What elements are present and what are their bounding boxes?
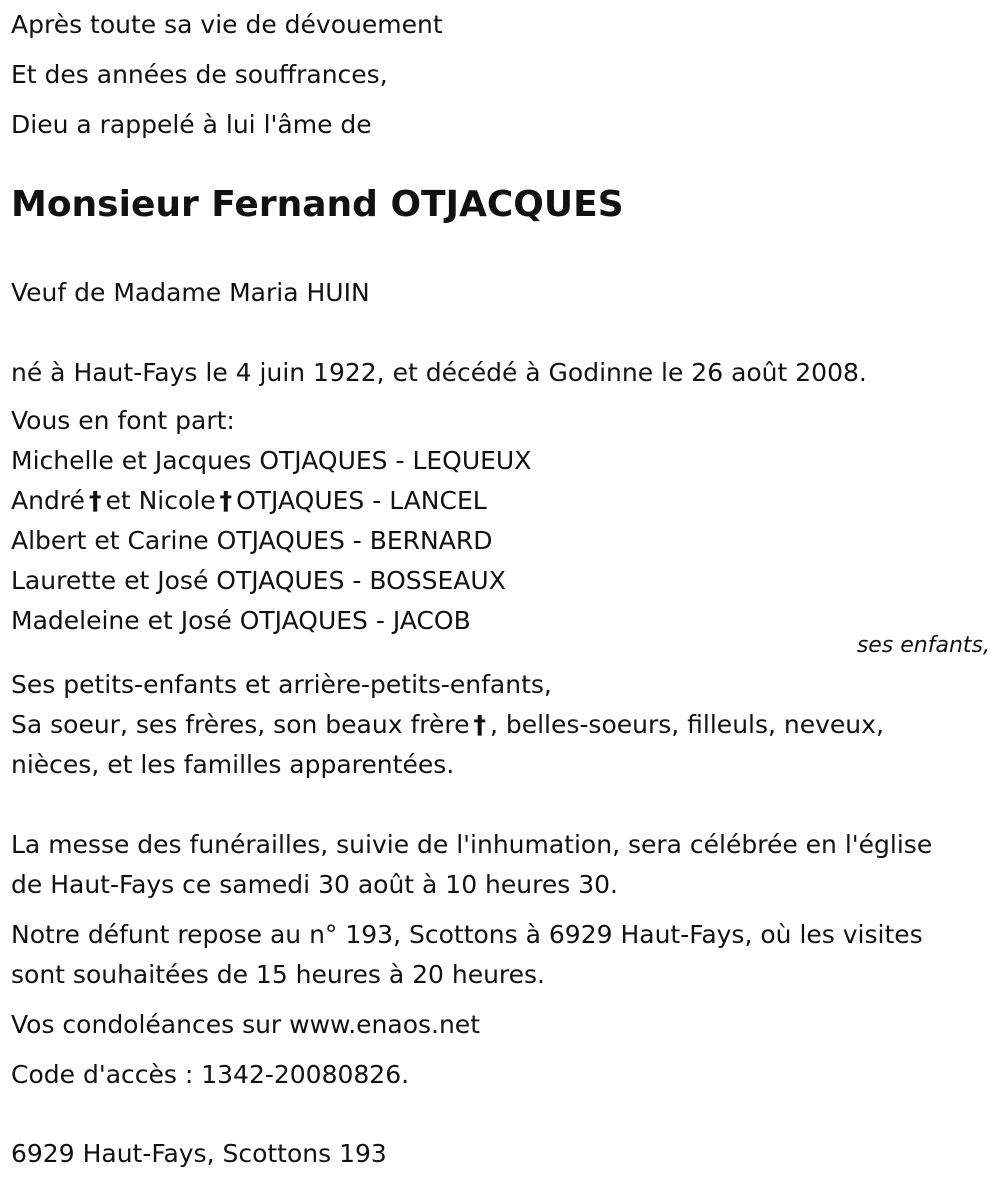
birth-death-line: né à Haut-Fays le 4 juin 1922, et décédé à Godinne le 26 août 2008. xyxy=(11,358,867,387)
grandchildren-line: Ses petits-enfants et arrière-petits-enfants, xyxy=(11,670,552,699)
family-member-andre: André xyxy=(11,486,85,515)
siblings-text-b: , belles-soeurs, filleuls, neveux, xyxy=(489,710,884,739)
mass-line-1: La messe des funérailles, suivie de l'inhumation, sera célébrée en l'église xyxy=(11,830,933,859)
intro-line-3: Dieu a rappelé à lui l'âme de xyxy=(11,110,372,139)
family-member-nicole: et Nicole xyxy=(105,486,216,515)
family-line-4: Laurette et José OTJAQUES - BOSSEAUX xyxy=(11,566,506,595)
siblings-line-1 xyxy=(11,710,884,740)
siblings-text-a: Sa soeur, ses frères, son beaux frère xyxy=(11,710,470,739)
siblings-line-2: nièces, et les familles apparentées. xyxy=(11,750,455,779)
children-label: ses enfants, xyxy=(856,633,990,658)
spouse-line: Veuf de Madame Maria HUIN xyxy=(11,278,370,307)
family-line-1: Michelle et Jacques OTJAQUES - LEQUEUX xyxy=(11,446,532,475)
address-line: 6929 Haut-Fays, Scottons 193 xyxy=(11,1139,387,1168)
family-line-3: Albert et Carine OTJAQUES - BERNARD xyxy=(11,526,493,555)
rest-line-2: sont souhaitées de 15 heures à 20 heures. xyxy=(11,960,546,989)
condolences-line: Vos condoléances sur www.enaos.net xyxy=(11,1010,480,1039)
family-line-5: Madeleine et José OTJAQUES - JACOB xyxy=(11,606,471,635)
mass-line-2: de Haut-Fays ce samedi 30 août à 10 heures 30. xyxy=(11,870,618,899)
cross-icon: † xyxy=(473,710,486,739)
announcement-lead: Vous en font part: xyxy=(11,406,235,435)
intro-line-1: Après toute sa vie de dévouement xyxy=(11,10,443,39)
cross-icon: † xyxy=(219,486,233,515)
rest-line-1: Notre défunt repose au n° 193, Scottons à 6929 Haut-Fays, où les visites xyxy=(11,920,923,949)
cross-icon: † xyxy=(88,486,102,515)
intro-line-2: Et des années de souffrances, xyxy=(11,60,388,89)
access-code-line: Code d'accès : 1342-20080826. xyxy=(11,1060,410,1089)
family-line-2 xyxy=(11,486,487,516)
family-surname: OTJAQUES - LANCEL xyxy=(236,486,487,515)
deceased-name: Monsieur Fernand OTJACQUES xyxy=(11,184,624,225)
